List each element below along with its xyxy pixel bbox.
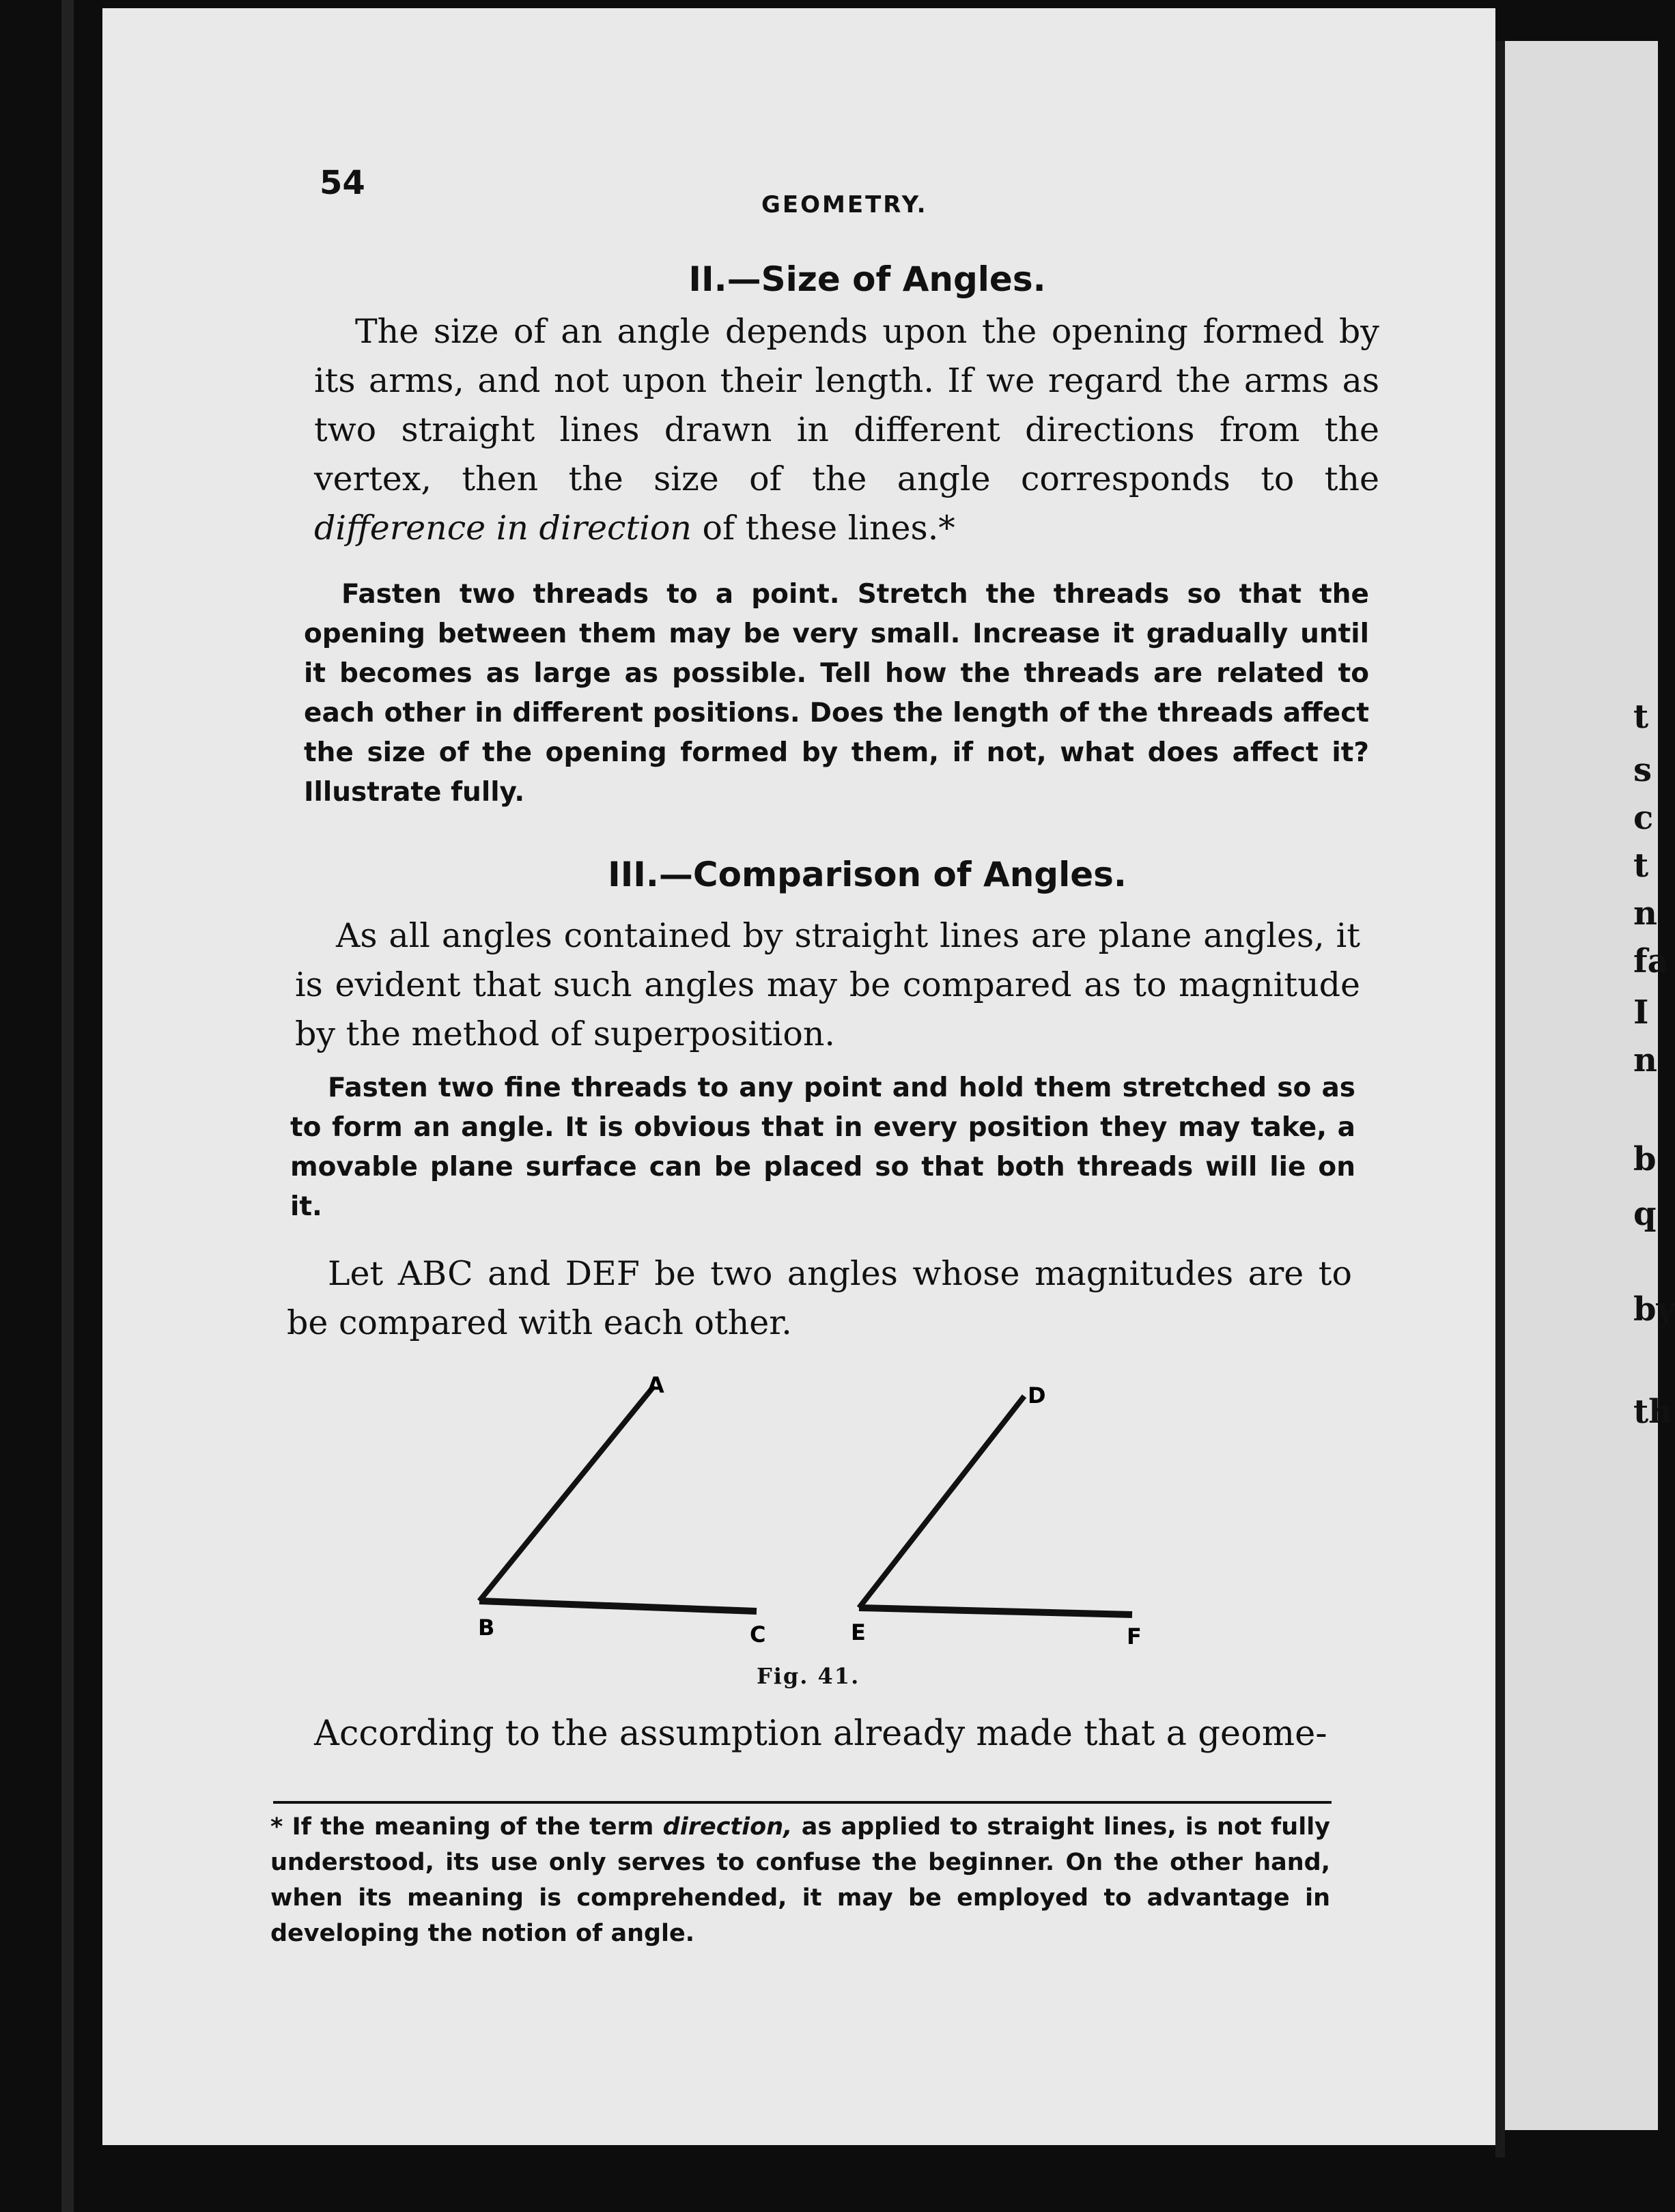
section-3-paragraph: As all angles contained by straight lines are plane angles, it is evident that such angles may be compared as to magnitude by the method of superposition. — [295, 916, 1360, 1053]
paragraph-tail: of these lines.* — [702, 509, 955, 548]
line-bc — [479, 1601, 757, 1611]
section-3-exercise: Fasten two fine threads to any point and hold them stretched so as to form an angle. It is obvious that in every position they may take, a movable plane surface can be placed so that both threads will lie on it. — [290, 1073, 1355, 1222]
facing-fragment: b — [1633, 1140, 1657, 1178]
facing-fragment: c — [1633, 799, 1654, 837]
italic-phrase: difference in direction — [314, 509, 692, 548]
footnote — [270, 1809, 1330, 1951]
facing-fragment: n — [1633, 894, 1657, 933]
label-c: C — [750, 1621, 766, 1647]
label-e: E — [851, 1619, 866, 1645]
section-3-heading-wrap — [314, 847, 1379, 915]
angle-figure — [437, 1359, 1188, 1673]
section-2-paragraph — [314, 307, 1379, 553]
section-2-exercise: Fasten two threads to a point. Stretch the threads so that the opening between them may be very small. Increase it gradually until it becomes as large as possible. Tell how the threads are related to each other in different positions. Does the length of the threads affect the size of the opening formed by them, if not, what does affect it? Illustrate fully. — [304, 579, 1369, 808]
facing-fragment: I — [1633, 993, 1649, 1032]
section-3-heading: III.—Comparison of Angles. — [608, 855, 1127, 894]
paragraph-text: The size of an angle depends upon the opening formed by its arms, and not upon their length. If we regard the arms as two straight lines drawn in different directions from the vertex, then the size of the angle corresponds to the — [314, 312, 1379, 498]
facing-fragment: t — [1633, 847, 1649, 885]
facing-fragment: by — [1633, 1290, 1675, 1329]
running-head: GEOMETRY. — [761, 191, 928, 218]
book-spine-shadow — [61, 0, 74, 2212]
facing-fragment: q — [1633, 1195, 1657, 1233]
section-3-paragraph-2: Let ABC and DEF be two angles whose magnitudes are to be compared with each other. — [287, 1254, 1352, 1342]
label-a: A — [647, 1372, 664, 1398]
facing-fragment: s — [1633, 751, 1652, 789]
label-b: B — [478, 1615, 495, 1641]
facing-fragment: fa — [1633, 942, 1669, 980]
footnote-italic: direction, — [662, 1813, 793, 1841]
page-number: 54 — [320, 164, 365, 202]
facing-page — [1505, 41, 1675, 2130]
label-f: F — [1127, 1623, 1142, 1649]
facing-fragment: t — [1633, 698, 1649, 736]
line-ed — [859, 1396, 1024, 1608]
line-ba — [479, 1386, 654, 1601]
continuation-line: According to the assumption already made that a geome- — [314, 1714, 1327, 1754]
facing-fragment: th — [1633, 1393, 1673, 1431]
section-2-heading: II.—Size of Angles. — [688, 259, 1046, 299]
facing-fragment: n — [1633, 1041, 1657, 1079]
label-d: D — [1028, 1382, 1046, 1408]
footnote-rest: as applied to straight lines, is not fully understood, its use only serves to confuse the beginner. On the other hand, when its meaning is comprehended, it may be employed to advantage in developing the notion of angle. — [270, 1813, 1331, 1947]
page-gutter — [1495, 41, 1505, 2157]
footnote-rule — [273, 1801, 1332, 1804]
footnote-lead: * If the meaning of the term — [270, 1813, 654, 1841]
figure-caption: Fig. 41. — [757, 1663, 860, 1689]
line-ef — [859, 1608, 1132, 1615]
